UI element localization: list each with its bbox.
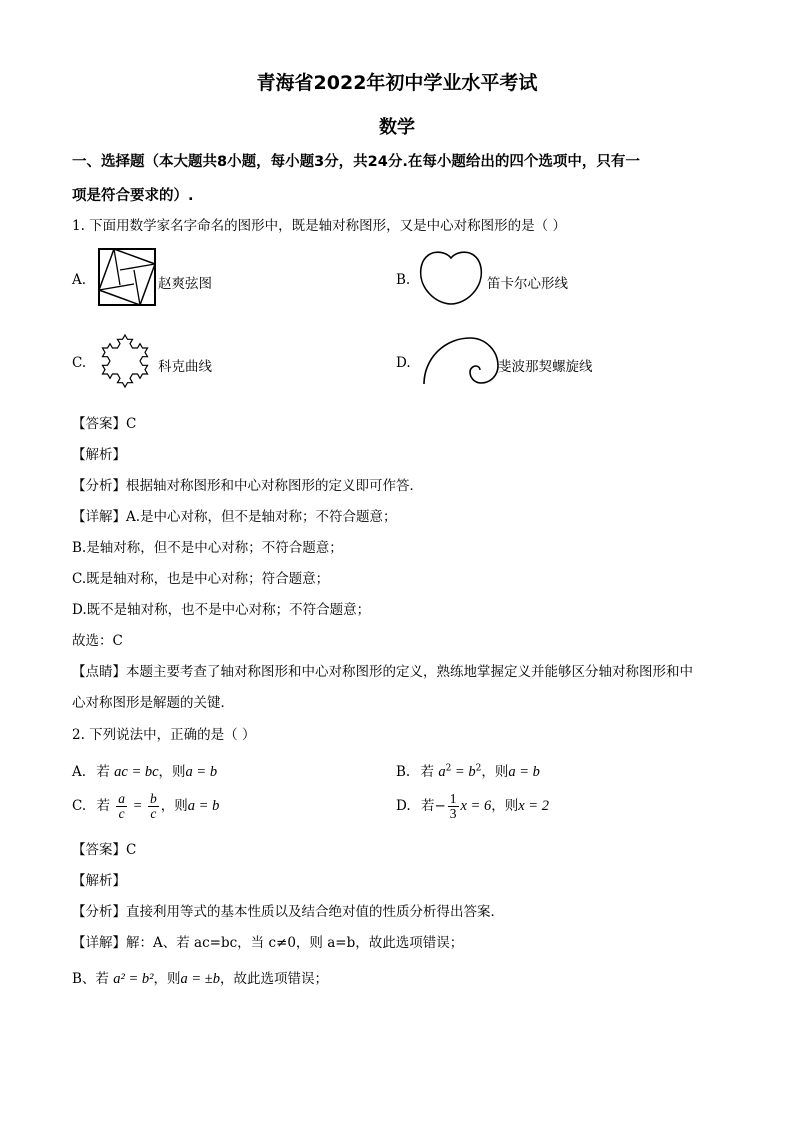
page-title: 青海省2022年初中学业水平考试 (256, 72, 538, 94)
q1-option-c-letter: C. (72, 355, 87, 371)
q2-option-d-fraction: $\frac{1}{3}$ (449, 791, 457, 821)
q2-option-d-result: x = 2 (518, 798, 549, 814)
q1-option-b-letter: B. (396, 272, 411, 288)
q1-comment-line1: 【点睛】本题主要考查了轴对称图形和中心对称图形的定义，熟练地掌握定义并能够区分轴对称图形和中 (72, 664, 693, 680)
q1-option-d-label: 斐波那契螺旋线 (498, 359, 593, 375)
q2-detail-b-equation: a² = b² (113, 971, 154, 987)
q2-option-c-letter: C. (72, 798, 87, 814)
q1-option-a-label: 赵爽弦图 (158, 276, 212, 292)
q1-choose: 故选：C (72, 633, 123, 649)
q2-option-a-letter: A. (72, 764, 87, 780)
q2-option-a: A. 若 ac = bc，则a = b (72, 764, 218, 780)
q2-option-b: B. 若 $a^2 = b^2$，则a = b (396, 763, 540, 780)
q2-option-a-equation: ac = bc (114, 764, 159, 780)
q2-option-b-letter: B. (396, 764, 411, 780)
q1-option-b-label: 笛卡尔心形线 (487, 276, 568, 292)
q2-fenxi: 【分析】直接利用等式的基本性质以及结合绝对值的性质分析得出答案． (72, 904, 504, 920)
q2-detail-b-result: a = ±b (180, 971, 220, 987)
subject-title: 数学 (379, 117, 415, 138)
q1-option-c-label: 科克曲线 (158, 359, 212, 375)
q2-option-c-result: a = b (187, 798, 220, 814)
q2-option-c: C. 若 $\frac{a}{c}$ = $\frac{b}{c}$ ，则a = b (72, 791, 220, 821)
cardioid-icon (418, 248, 484, 306)
q2-answer: 【答案】C (72, 842, 137, 858)
q2-detail-b: B、若 a² = b²，则a = ±b，故此选项错误； (72, 971, 328, 987)
q1-fenxi: 【分析】根据轴对称图形和中心对称图形的定义即可作答． (72, 478, 423, 494)
q1-comment-line2: 心对称图形是解题的关键． (72, 695, 234, 711)
q2-analysis-tag: 【解析】 (72, 873, 126, 889)
q2-option-c-fraction-left: $\frac{a}{c}$ (118, 791, 125, 821)
koch-snowflake-icon (94, 326, 156, 392)
q1-option-a-letter: A. (72, 272, 87, 288)
zhao-shuang-square-icon (98, 248, 156, 306)
q1-stem: 1. 下面用数学家名字命名的图形中，既是轴对称图形，又是中心对称图形的是（ ） (72, 218, 566, 234)
q1-detail-b: B.是轴对称，但不是中心对称；不符合题意； (72, 540, 343, 556)
q2-option-d: D. 若− $\frac{1}{3}$ x = 6，则x = 2 (396, 791, 549, 821)
q2-option-b-result: a = b (508, 764, 540, 780)
fibonacci-spiral-icon (420, 334, 498, 384)
q1-analysis-tag: 【解析】 (72, 447, 126, 463)
q1-option-d-letter: D. (396, 355, 411, 371)
q2-option-c-fraction-right: $\frac{b}{c}$ (150, 791, 157, 821)
q1-detail-d: D.既不是轴对称，也不是中心对称；不符合题意； (72, 602, 371, 618)
section-heading-line2: 项是符合要求的）. (72, 188, 194, 204)
q2-detail-a: 【详解】解：A、若 ac=bc，当 c≠0，则 a=b，故此选项错误； (72, 935, 464, 951)
q2-option-a-result: a = b (185, 764, 218, 780)
q2-stem: 2. 下列说法中，正确的是（ ） (72, 727, 256, 743)
q2-option-d-letter: D. (396, 798, 411, 814)
q1-answer: 【答案】C (72, 416, 137, 432)
q1-detail-a: 【详解】A.是中心对称，但不是轴对称；不符合题意； (72, 509, 397, 525)
section-heading-line1: 一、选择题（本大题共8小题，每小题3分，共24分.在每小题给出的四个选项中，只有一 (72, 154, 640, 170)
q1-detail-c: C.既是轴对称，也是中心对称；符合题意； (72, 571, 330, 587)
